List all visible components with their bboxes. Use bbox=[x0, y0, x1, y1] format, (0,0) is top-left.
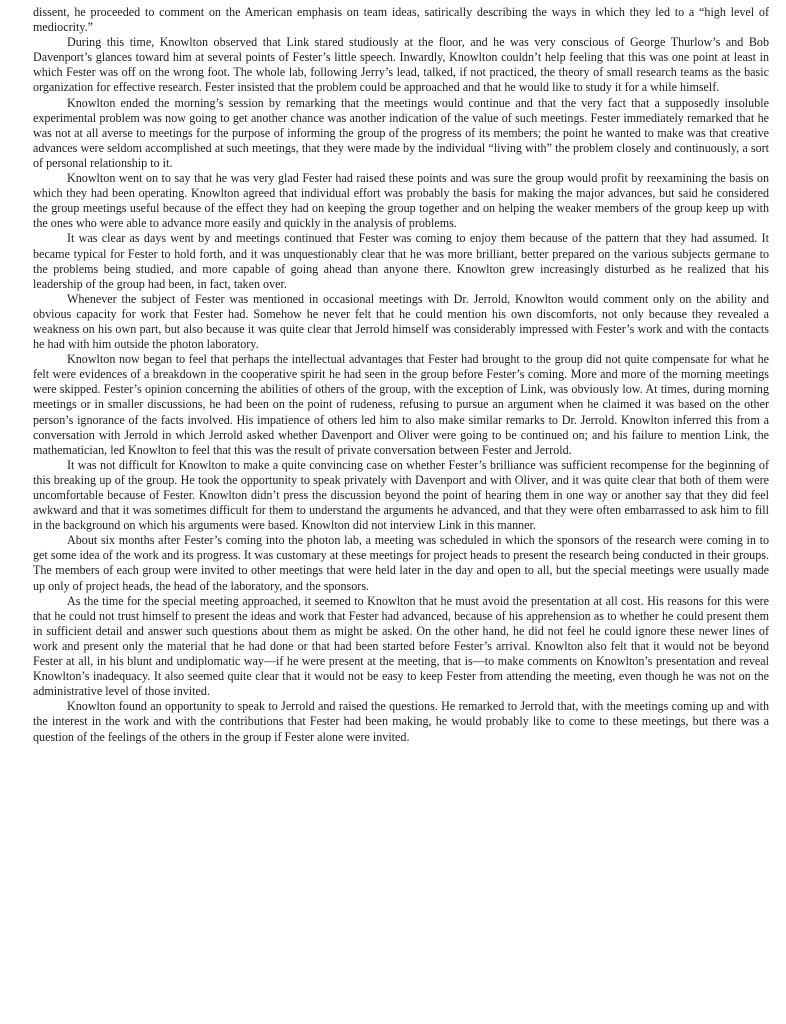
paragraph-5: It was clear as days went by and meetings continued that Fester was coming to enjoy them because of the pattern that they had assumed. It became typical for Fester to hold forth, and it was unquestionably clear that he was more brilliant, better prepared on the various subjects germane to the problems being studied, and more capable of going ahead than anyone there. Knowlton grew increasingly disturbed as he realized that his leadership of the group had been, in fact, taken over. bbox=[33, 231, 769, 291]
paragraph-9: About six months after Fester’s coming into the photon lab, a meeting was scheduled in which the sponsors of the research were coming in to get some idea of the work and its progress. It was customary at these meetings for project heads to present the research being conducted in their groups. The members of each group were invited to other meetings that were held later in the day and open to all, but the special meetings were usually made up only of project heads, the head of the laboratory, and the sponsors. bbox=[33, 533, 769, 593]
paragraph-10: As the time for the special meeting approached, it seemed to Knowlton that he must avoid the presentation at all cost. His reasons for this were that he could not trust himself to present the ideas and work that Fester had advanced, because of his apprehension as to whether he could present them in sufficient detail and answer such questions about them as might be asked. On the other hand, he did not feel he could ignore these newer lines of work and present only the material that he had done or that had been started before Fester’s arrival. Knowlton also felt that it would not be beyond Fester at all, in his blunt and undiplomatic way—if he were present at the meeting, that is—to make comments on Knowlton’s presentation and reveal Knowlton’s inadequacy. It also seemed quite clear that it would not be easy to keep Fester from attending the meeting, even though he was not on the administrative level of those invited. bbox=[33, 593, 769, 699]
paragraph-4: Knowlton went on to say that he was very glad Fester had raised these points and was sure the group would profit by reexamining the basis on which they had been operating. Knowlton agreed that individual effort was probably the basis for making the major advances, but said he considered the group meetings useful because of the effect they had on keeping the group together and on helping the weaker members of the group keep up with the ones who were able to advance more easily and quickly in the analysis of problems. bbox=[33, 171, 769, 231]
paragraph-3: Knowlton ended the morning’s session by remarking that the meetings would continue and that the very fact that a supposedly insoluble experimental problem was now going to get another chance was another indication of the value of such meetings. Fester immediately remarked that he was not at all averse to meetings for the purpose of informing the group of the progress of its members; the point he wanted to make was that creative advances were seldom accomplished at such meetings, that they were made by the individual “living with” the problem closely and continuously, a sort of personal relationship to it. bbox=[33, 95, 769, 170]
paragraph-7: Knowlton now began to feel that perhaps the intellectual advantages that Fester had brought to the group did not quite compensate for what he felt were evidences of a breakdown in the cooperative spirit he had seen in the group before Fester’s coming. More and more of the morning meetings were skipped. Fester’s opinion concerning the abilities of others of the group, with the exception of Link, was obviously low. At times, during morning meetings or in smaller discussions, he had been on the point of rudeness, refusing to pursue an argument when he claimed it was based on the other person’s ignorance of the facts involved. His impatience of others led him to also make similar remarks to Dr. Jerrold. Knowlton inferred this from a conversation with Jerrold in which Jerrold asked whether Davenport and Oliver were going to be continued on; and his failure to mention Link, the mathematician, led Knowlton to feel that this was the result of private conversation between Fester and Jerrold. bbox=[33, 352, 769, 457]
paragraph-2: During this time, Knowlton observed that Link stared studiously at the floor, and he was very conscious of George Thurlow’s and Bob Davenport’s glances toward him at several points of Fester’s little speech. Inwardly, Knowlton couldn’t help feeling that this was one point at least in which Fester was off on the wrong foot. The whole lab, following Jerry’s lead, talked, if not practiced, the theory of small research teams as the basic organization for effective research. Fester insisted that the problem could be approached and that he would like to study it for a while himself. bbox=[33, 35, 769, 95]
paragraph-11: Knowlton found an opportunity to speak to Jerrold and raised the questions. He remarked to Jerrold that, with the meetings coming up and with the interest in the work and with the contributions that Fester had been making, he would probably like to come to these meetings, but there was a question of the feelings of the others in the group if Fester alone were invited. bbox=[33, 699, 769, 744]
paragraph-1: dissent, he proceeded to comment on the American emphasis on team ideas, satirically describing the ways in which they led to a “high level of mediocrity.” bbox=[33, 5, 769, 35]
paragraph-6: Whenever the subject of Fester was mentioned in occasional meetings with Dr. Jerrold, Knowlton would comment only on the ability and obvious capacity for work that Fester had. Somehow he never felt that he could mention his own discomforts, not only because they revealed a weakness on his own part, but also because it was quite clear that Jerrold himself was considerably impressed with Fester’s work and with the contacts he had with him outside the photon laboratory. bbox=[33, 291, 769, 352]
document-page bbox=[33, 5, 769, 745]
scrollbar-track[interactable] bbox=[774, 0, 786, 1024]
paragraph-8: It was not difficult for Knowlton to make a quite convincing case on whether Fester’s brilliance was sufficient recompense for the beginning of this breaking up of the group. He took the opportunity to speak privately with Davenport and with Oliver, and it was quite clear that both of them were uncomfortable because of Fester. Knowlton didn’t press the discussion beyond the point of hearing them in one way or another say that they did feel awkward and that it was sometimes difficult for them to understand the arguments he advanced, and that they were often embarrassed to ask him to fill in the background on which his arguments were based. Knowlton did not interview Link in this manner. bbox=[33, 457, 769, 533]
